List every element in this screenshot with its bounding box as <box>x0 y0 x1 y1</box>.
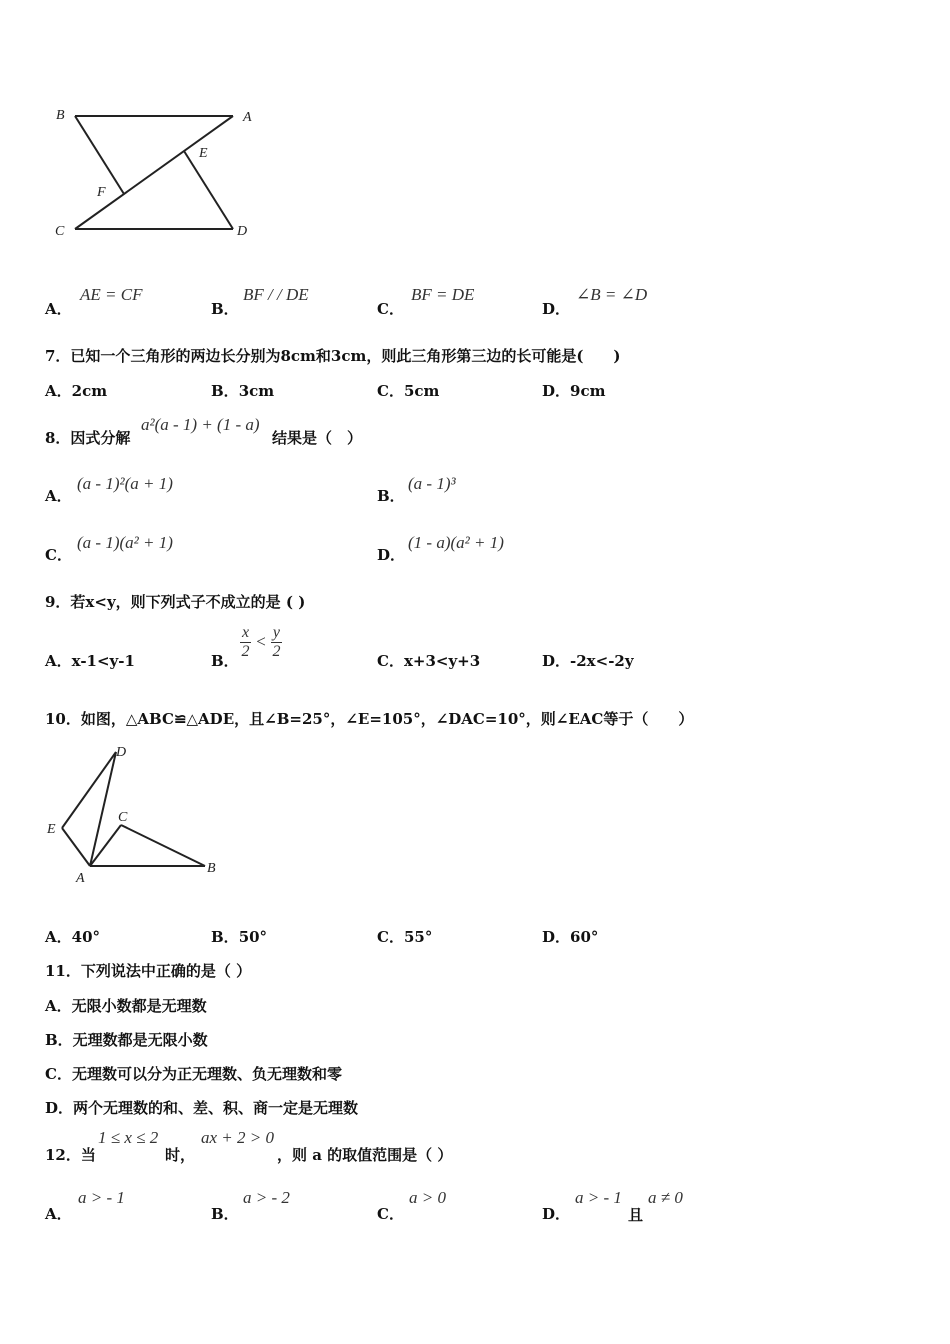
q9-option-b-expr <box>240 624 282 661</box>
q8-option-a[interactable]: A． <box>45 487 72 505</box>
q10-option-d[interactable]: D．60° <box>542 928 599 946</box>
q6-option-d-expr: ∠B = ∠D <box>576 285 648 304</box>
q12-option-d-expr: a > - 1 <box>575 1188 622 1207</box>
q8-option-b[interactable]: B． <box>377 487 405 505</box>
q10-option-c[interactable]: C．55° <box>377 928 433 946</box>
q8-option-b-expr: (a - 1)³ <box>408 474 456 493</box>
option-letter: C． <box>377 300 404 318</box>
q12-option-a-expr: a > - 1 <box>78 1188 125 1207</box>
q6-option-b[interactable] <box>211 298 239 319</box>
q12-inequality: ax + 2 > 0 <box>201 1128 274 1147</box>
segment-ED <box>184 151 233 229</box>
q6-option-a[interactable] <box>45 298 72 319</box>
q7-option-b[interactable]: B．3cm <box>211 382 275 400</box>
q9-stem: 9．若x<y，则下列式子不成立的是 ( ) <box>45 593 306 611</box>
q10-option-a[interactable]: A．40° <box>45 928 101 946</box>
q12-option-c[interactable]: C． <box>377 1205 404 1223</box>
q10-option-b[interactable]: B．50° <box>211 928 268 946</box>
q6-option-b-expr: BF / / DE <box>243 285 309 304</box>
segment-CB <box>121 825 205 866</box>
fraction-x-over-2: $\frac{x}{2}$ <box>241 624 250 660</box>
segment-EA <box>62 828 90 866</box>
q12-option-c-expr: a > 0 <box>409 1188 446 1207</box>
q11-option-a[interactable]: A．无限小数都是无理数 <box>45 997 207 1015</box>
less-than: < <box>256 632 266 651</box>
q8-option-d[interactable]: D． <box>377 546 406 564</box>
q6-option-c[interactable] <box>377 298 404 319</box>
q11-option-d[interactable]: D．两个无理数的和、差、积、商一定是无理数 <box>45 1099 359 1117</box>
label-E: E <box>199 146 208 161</box>
label-A: A <box>76 871 85 886</box>
q8-suffix: 结果是（ ） <box>272 429 363 447</box>
q7-stem: 7．已知一个三角形的两边长分别为8cm和3cm，则此三角形第三边的长可能是( ) <box>45 347 621 365</box>
option-letter: A． <box>45 300 72 318</box>
q8-option-c[interactable]: C． <box>45 546 72 564</box>
q7-option-a[interactable]: A．2cm <box>45 382 108 400</box>
q12-option-a[interactable]: A． <box>45 1205 72 1223</box>
q6-option-d[interactable] <box>542 298 570 319</box>
q6-option-c-expr: BF = DE <box>411 285 475 304</box>
label-D: D <box>237 224 248 239</box>
q12-option-d-expr2: a ≠ 0 <box>648 1188 683 1207</box>
q8-expression: a²(a - 1) + (1 - a) <box>141 415 260 434</box>
q7-option-d[interactable]: D．9cm <box>542 382 606 400</box>
label-D: D <box>116 745 127 760</box>
q12-option-b-expr: a > - 2 <box>243 1188 290 1207</box>
label-B: B <box>56 108 65 123</box>
q12-prefix: 12．当 <box>45 1146 96 1164</box>
q6-option-a-expr: AE = CF <box>80 285 143 304</box>
q8-option-a-expr: (a - 1)²(a + 1) <box>77 474 173 493</box>
label-F: F <box>97 185 106 200</box>
q9-option-d[interactable]: D．-2x<-2y <box>542 652 634 670</box>
figure-q10-triangles <box>40 740 240 890</box>
q11-option-c[interactable]: C．无理数可以分为正无理数、负无理数和零 <box>45 1065 342 1083</box>
q12-suffix: ，则 a 的取值范围是（ ） <box>277 1146 453 1164</box>
q8-prefix: 8．因式分解 <box>45 429 131 447</box>
q10-stem: 10．如图，△ABC≌△ADE，且∠B=25°，∠E=105°，∠DAC=10°，则∠EAC等于（ ） <box>45 710 694 728</box>
figure-q6-triangles <box>45 100 270 245</box>
q8-option-d-expr: (1 - a)(a² + 1) <box>408 533 504 552</box>
label-E: E <box>47 822 56 837</box>
q9-option-a[interactable]: A．x-1<y-1 <box>45 652 135 670</box>
q11-option-b[interactable]: B．无理数都是无限小数 <box>45 1031 208 1049</box>
q8-option-c-expr: (a - 1)(a² + 1) <box>77 533 173 552</box>
option-letter: D． <box>542 300 571 318</box>
fraction-y-over-2: $\frac{y}{2}$ <box>272 624 281 660</box>
q7-option-c[interactable]: C．5cm <box>377 382 440 400</box>
q12-option-d-joiner: 且 <box>628 1206 644 1224</box>
q9-option-b[interactable]: B． <box>211 652 239 670</box>
label-B: B <box>207 861 216 876</box>
label-C: C <box>118 810 128 825</box>
option-letter: B． <box>211 300 239 318</box>
q9-option-c[interactable]: C．x+3<y+3 <box>377 652 481 670</box>
label-A: A <box>243 110 252 125</box>
q12-mid: 时， <box>165 1146 196 1164</box>
segment-BF <box>75 116 124 194</box>
segment-AC <box>75 116 233 229</box>
q12-option-b[interactable]: B． <box>211 1205 239 1223</box>
label-C: C <box>55 224 65 239</box>
q12-condition: 1 ≤ x ≤ 2 <box>98 1128 159 1147</box>
q11-stem: 11．下列说法中正确的是（ ） <box>45 962 252 980</box>
q12-option-d[interactable]: D． <box>542 1205 571 1223</box>
